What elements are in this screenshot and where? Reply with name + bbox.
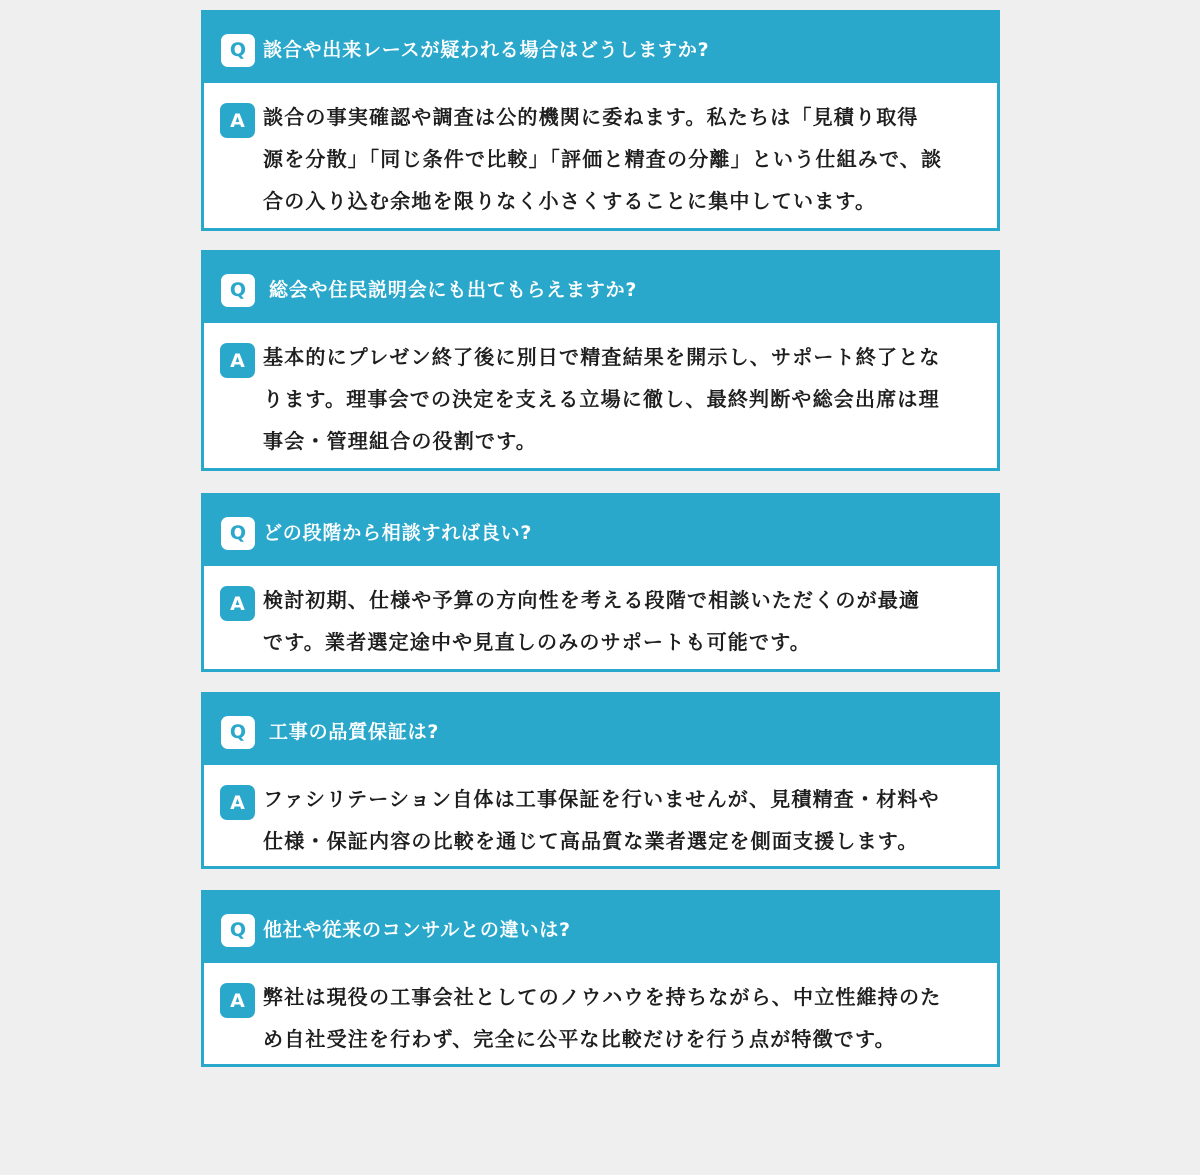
answer-badge: A [220, 343, 255, 378]
question-badge: Q [221, 716, 255, 749]
faq-answer-line: ファシリテーション自体は工事保証を行いませんが、見積精査・材料や [263, 787, 940, 811]
faq-answer-line: 基本的にプレゼン終了後に別日で精査結果を開示し、サポート終了とな [263, 345, 941, 369]
faq-answer-row [204, 963, 997, 1064]
faq-answer-line: ります。理事会での決定を支える立場に徹し、最終判断や総会出席は理 [263, 387, 940, 411]
faq-question-row [204, 496, 997, 566]
faq-question-row [204, 893, 997, 963]
faq-question-row [204, 695, 997, 765]
faq-item [201, 692, 1000, 869]
faq-question: 談合や出来レースが疑われる場合はどうしますか? [263, 38, 710, 61]
faq-answer-line: です。業者選定途中や見直しのみのサポートも可能です。 [263, 630, 811, 654]
faq-answer-row [204, 83, 997, 228]
answer-badge: A [220, 983, 255, 1018]
faq-question: どの段階から相談すれば良い? [263, 521, 533, 544]
faq-answer-row [204, 566, 997, 669]
faq-answer-line: 合の入り込む余地を限りなく小さくすることに集中しています。 [263, 189, 877, 213]
faq-question: 工事の品質保証は? [269, 720, 440, 743]
faq-list [201, 10, 1000, 1087]
answer-badge: A [220, 586, 255, 621]
faq-item [201, 250, 1000, 471]
faq-answer-line: 談合の事実確認や調査は公的機関に委ねます。私たちは「見積り取得 [263, 105, 919, 129]
faq-answer-line: め自社受注を行わず、完全に公平な比較だけを行う点が特徴です。 [263, 1027, 896, 1051]
faq-answer [263, 96, 969, 222]
faq-answer [263, 336, 969, 462]
faq-answer [263, 778, 969, 862]
faq-answer-line: 仕様・保証内容の比較を通じて高品質な業者選定を側面支援します。 [263, 829, 919, 853]
faq-question: 総会や住民説明会にも出てもらえますか? [269, 278, 638, 301]
faq-answer [263, 976, 969, 1060]
question-badge: Q [221, 914, 255, 947]
faq-question: 他社や従来のコンサルとの違いは? [263, 918, 571, 941]
question-badge: Q [221, 274, 255, 307]
question-badge: Q [221, 517, 255, 550]
faq-answer-line: 事会・管理組合の役割です。 [263, 429, 537, 453]
faq-item [201, 10, 1000, 231]
faq-answer [263, 579, 969, 663]
answer-badge: A [220, 103, 255, 138]
faq-question-row [204, 13, 997, 83]
answer-badge: A [220, 785, 255, 820]
faq-question-row [204, 253, 997, 323]
faq-answer-row [204, 323, 997, 468]
faq-answer-line: 弊社は現役の工事会社としてのノウハウを持ちながら、中立性維持のた [263, 985, 942, 1009]
question-badge: Q [221, 34, 255, 67]
faq-answer-row [204, 765, 997, 866]
faq-answer-line: 検討初期、仕様や予算の方向性を考える段階で相談いただくのが最適 [263, 588, 921, 612]
faq-item [201, 493, 1000, 672]
faq-answer-line: 源を分散」「同じ条件で比較」「評価と精査の分離」という仕組みで、談 [263, 147, 943, 171]
faq-item [201, 890, 1000, 1067]
